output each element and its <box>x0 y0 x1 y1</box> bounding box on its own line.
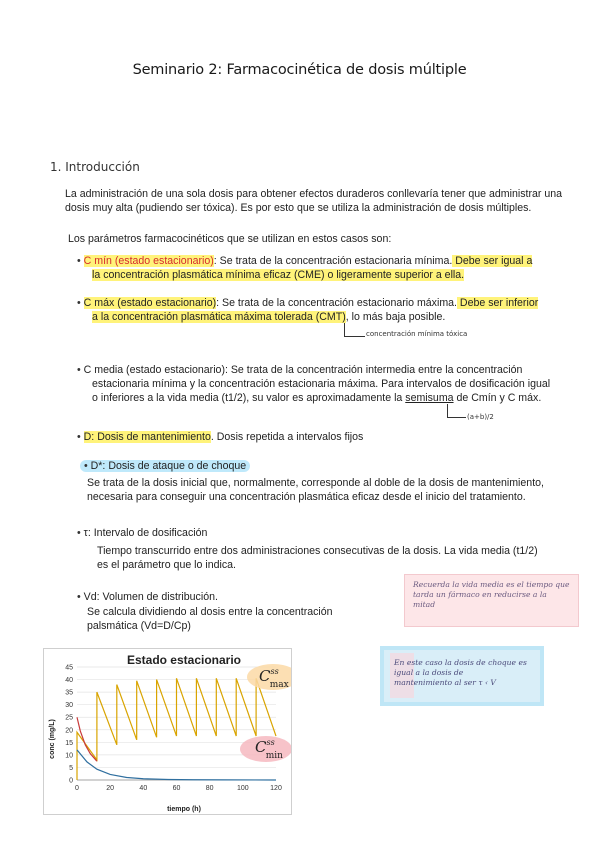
y-tick-label: 25 <box>65 714 73 722</box>
tau-term: τ: Intervalo de dosificación <box>83 527 208 539</box>
bullet: • <box>84 460 91 472</box>
cmedia-semisuma: semisuma <box>405 392 454 404</box>
bullet: • <box>77 255 84 267</box>
y-tick-label: 30 <box>65 702 73 710</box>
tau-line-2: es el parámetro que lo indica. <box>97 559 236 571</box>
cmedia-line-2: estacionaria mínima y la concentración estacionaria máxima. Para intervalos de dosificación igual <box>92 378 551 390</box>
cmax-hl-1: Debe ser inferior <box>456 297 539 309</box>
y-tick-label: 0 <box>69 777 73 785</box>
intro-line-2: dosis muy alta (pudiendo ser tóxica). Es por esto que se utiliza la administración de dosis múltiples. <box>65 202 532 214</box>
cmax-line-1 <box>77 296 538 310</box>
y-tick-label: 45 <box>65 664 73 672</box>
cmedia-bracket <box>447 404 466 418</box>
steady-state-chart <box>43 648 292 815</box>
cmedia-line-1 <box>77 363 522 377</box>
y-tick-label: 35 <box>65 689 73 697</box>
dataque-term-hl <box>80 460 250 472</box>
cmax-hl-2: a la concentración plasmática máxima tolerada (CMT) <box>92 311 346 323</box>
bullet: • <box>77 364 84 376</box>
cmedia-text-3c: de Cmín y C máx. <box>453 392 542 404</box>
cmax-note: concentración mínima tóxica <box>366 330 468 338</box>
css-max-label: $C^{ss}$ max <box>259 667 289 690</box>
vd-line-1: Se calcula dividiendo al dosis entre la concentración <box>87 606 333 618</box>
cmax-bracket <box>344 323 365 337</box>
bullet: • <box>77 297 84 309</box>
x-tick-label: 40 <box>139 785 148 792</box>
dataque-line-1: Se trata de la dosis inicial que, normalmente, corresponde al doble de la dosis de mantenimiento, <box>87 477 544 489</box>
vd-line-2: palsmática (Vd=D/Cp) <box>87 620 191 632</box>
blue-note-line-1: En este caso la dosis de choque es <box>394 658 527 667</box>
cmax-term: C máx (estado estacionario) <box>83 297 217 309</box>
cmax-line-2 <box>92 310 445 324</box>
y-tick-label: 15 <box>65 739 73 747</box>
x-tick-label: 60 <box>172 785 181 792</box>
cmedia-text-1: C media (estado estacionario): Se trata de la concentración intermedia entre la concentración <box>83 364 523 376</box>
bullet: • <box>77 431 84 443</box>
tau-heading <box>77 526 207 540</box>
cmin-line-2 <box>92 268 464 282</box>
y-tick-label: 20 <box>65 727 73 735</box>
y-tick-label: 10 <box>65 752 73 760</box>
cmedia-text-3a: o inferiores a la vida media (t1/2), su valor es aproximadamente la <box>92 392 406 404</box>
css-min-label: $C^{ss}$ min <box>255 738 283 761</box>
cmedia-note: (a+b)/2 <box>467 413 494 421</box>
vd-term: Vd: Volumen de distribución. <box>83 591 218 603</box>
section-heading: 1. Introducción <box>50 160 140 174</box>
blue-note-line-2: igual a la dosis de <box>394 668 464 677</box>
cmin-hl-2: la concentración plasmática mínima eficaz (CME) o ligeramente superior a ella. <box>92 269 465 281</box>
x-tick-label: 20 <box>106 785 115 792</box>
chart-svg <box>44 649 291 814</box>
cmin-hl-1: Debe ser igual a <box>452 255 533 267</box>
dataque-term: D*: Dosis de ataque o de choque <box>90 460 247 472</box>
cmax-tail: , lo más baja posible. <box>345 311 446 323</box>
blue-note-line-3: mantenimiento al ser τ ‹ V <box>394 678 496 687</box>
tau-line-1: Tiempo transcurrido entre dos administraciones consecutivas de la dosis. La vida media (t1/2) <box>97 545 538 557</box>
pink-note-line-3: mitad <box>413 600 436 609</box>
y-axis-label: conc (mg/L) <box>49 719 56 759</box>
cmin-text: : Se trata de la concentración estacionaria mínima. <box>213 255 453 267</box>
x-tick-label: 80 <box>205 785 214 792</box>
dmant-term: D: Dosis de mantenimiento <box>83 431 211 443</box>
chart-title: Estado estacionario <box>126 653 242 667</box>
bullet: • <box>77 527 84 539</box>
y-tick-label: 5 <box>69 764 73 772</box>
sticky-note-blue <box>380 646 544 706</box>
x-tick-label: 100 <box>236 785 249 792</box>
cmin-line-1 <box>77 254 532 268</box>
x-tick-label: 120 <box>270 785 282 792</box>
dmant-line <box>77 430 363 444</box>
bullet: • <box>77 591 84 603</box>
page-title: Seminario 2: Farmacocinética de dosis múltiple <box>132 62 467 78</box>
sticky-note-pink <box>404 574 579 627</box>
series-line-1 <box>77 678 276 780</box>
x-tick-label: 0 <box>75 785 79 792</box>
cmax-text: : Se trata de la concentración estacionario máxima. <box>216 297 457 309</box>
x-axis-label: tiempo (h) <box>167 806 201 813</box>
dmant-text: . Dosis repetida a intervalos fijos <box>210 431 364 443</box>
dataque-heading <box>80 459 250 473</box>
pink-note-line-2: tarda un fármaco en reducirse a la <box>413 590 547 599</box>
cmedia-line-3 <box>92 391 541 405</box>
params-intro: Los parámetros farmacocinéticos que se utilizan en estos casos son: <box>68 233 392 245</box>
dataque-line-2: necesaria para conseguir una concentración plasmática eficaz desde el inicio del tratamiento. <box>87 491 526 503</box>
intro-line-1: La administración de una sola dosis para obtener efectos duraderos conllevaría tener que administrar una <box>65 188 563 200</box>
vd-heading <box>77 590 218 604</box>
pink-note-line-1: Recuerda la vida media es el tiempo que <box>413 580 570 589</box>
y-tick-label: 40 <box>65 677 73 685</box>
cmin-term: C mín (estado estacionario) <box>83 255 214 267</box>
